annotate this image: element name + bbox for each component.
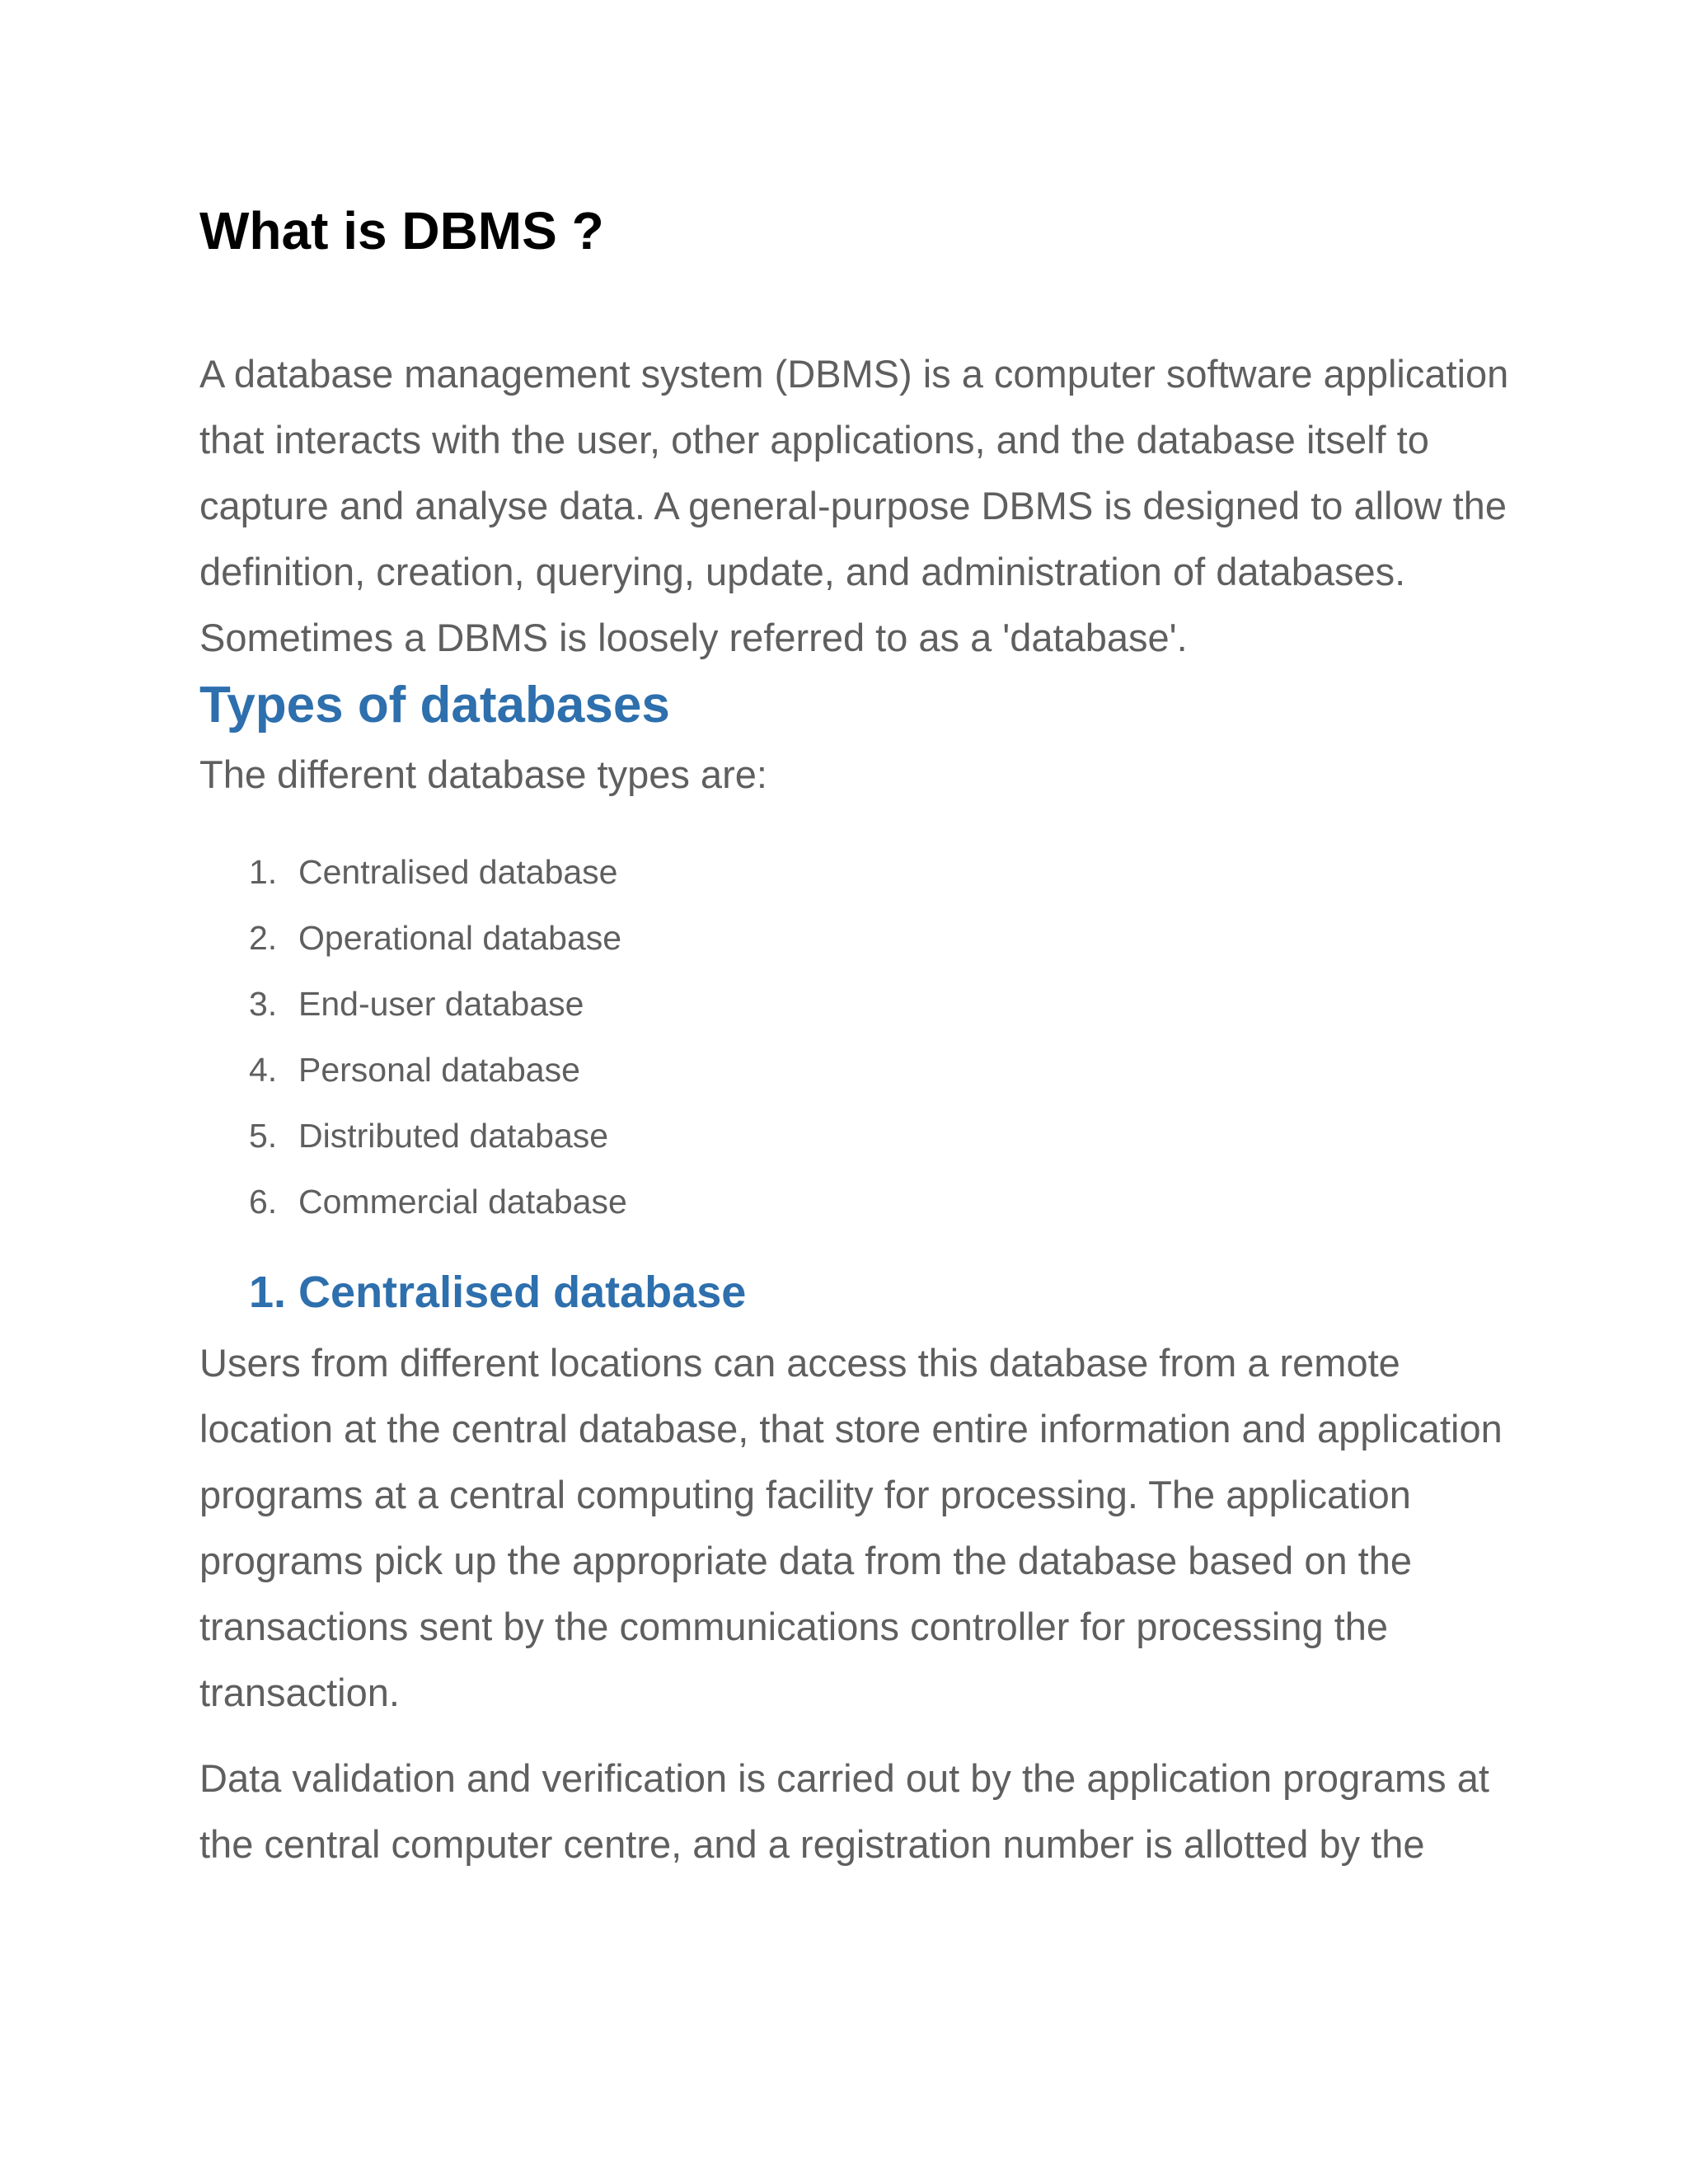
list-item-label: Centralised database xyxy=(298,853,618,891)
list-item xyxy=(249,905,1510,971)
list-item-number: 3. xyxy=(249,985,278,1023)
list-item-label: Commercial database xyxy=(298,1183,627,1221)
centralised-paragraph-2: Data validation and verification is carried out by the application programs at the central computer centre, and a registration number is allotted by the xyxy=(199,1756,1489,1866)
page-title: What is DBMS ? xyxy=(199,201,604,260)
list-item-number: 1. xyxy=(249,853,278,891)
list-item-label: Personal database xyxy=(298,1051,580,1089)
types-intro: The different database types are: xyxy=(199,752,767,796)
list-item xyxy=(249,1169,1510,1235)
list-item-number: 5. xyxy=(249,1117,278,1155)
database-types-list xyxy=(199,839,1510,1235)
types-heading: Types of databases xyxy=(199,677,670,733)
list-item xyxy=(249,971,1510,1037)
list-item-number: 2. xyxy=(249,919,278,957)
centralised-heading: 1. Centralised database xyxy=(249,1268,747,1317)
list-item xyxy=(249,1103,1510,1169)
list-item-number: 4. xyxy=(249,1051,278,1089)
list-item xyxy=(249,839,1510,905)
centralised-paragraph-1: Users from different locations can access this database from a remote location at the central database, that store entire information and application programs at a central computing facility for processing. The application programs pick up the appropriate data from the database based on the transactions sent by the communications controller for processing the transaction. xyxy=(199,1341,1503,1714)
list-item xyxy=(249,1037,1510,1103)
intro-paragraph: A database management system (DBMS) is a computer software application that interacts with the user, other applications, and the database itself to capture and analyse data. A general-purpose DBMS is designed to allow the definition, creation, querying, update, and administration of databases. Sometimes a DBMS is loosely referred to as a 'database'. xyxy=(199,352,1509,659)
list-item-label: Distributed database xyxy=(298,1117,609,1155)
list-item-number: 6. xyxy=(249,1183,278,1221)
document-content xyxy=(199,196,1510,1877)
list-item-label: End-user database xyxy=(298,985,584,1023)
list-item-label: Operational database xyxy=(298,919,622,957)
